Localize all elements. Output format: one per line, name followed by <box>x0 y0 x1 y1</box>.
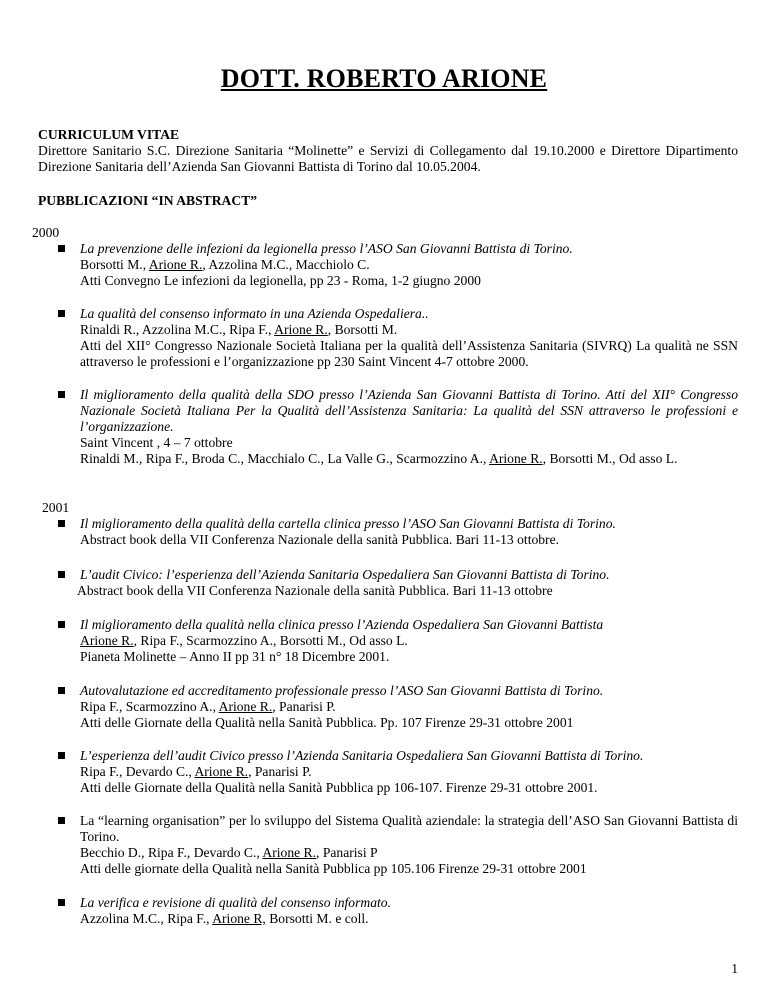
publication-entry <box>58 387 738 467</box>
highlighted-author: Arione R. <box>489 451 543 466</box>
document-title: DOTT. ROBERTO ARIONE <box>220 64 548 93</box>
publication-title: Il miglioramento della qualità della cartella clinica presso l’ASO San Giovanni Battista di Torino. <box>80 516 616 531</box>
bullet-icon <box>58 817 65 824</box>
cv-text: Direttore Sanitario S.C. Direzione Sanitaria “Molinette” e Servizi di Collegamento dal 19.10.2000 e Direttore Dipartimento Direzione Sanitaria dell’Azienda San Giovanni Battista di Torino dal 10.05.2004. <box>38 143 738 174</box>
page-number: 1 <box>731 961 738 976</box>
bullet-icon <box>58 621 65 628</box>
bullet-icon <box>58 571 65 578</box>
cv-heading: CURRICULUM VITAE <box>38 127 180 142</box>
publication-authors: Becchio D., Ripa F., Devardo C., Arione R., Panarisi P <box>80 845 378 860</box>
publication-authors: Ripa F., Scarmozzino A., Arione R., Panarisi P. <box>80 699 336 714</box>
publication-authors: Rinaldi M., Ripa F., Broda C., Macchialo C., La Valle G., Scarmozzino A., Arione R., Borsotti M., Od asso L. <box>80 451 678 466</box>
publication-title: L’esperienza dell’audit Civico presso l’Azienda Sanitaria Ospedaliera San Giovanni Battista di Torino. <box>80 748 644 763</box>
highlighted-author: Arione R. <box>262 845 317 860</box>
publication-title: L’audit Civico: l’esperienza dell’Azienda Sanitaria Ospedaliera San Giovanni Battista di Torino. <box>80 567 610 582</box>
publication-authors: Borsotti M., Arione R., Azzolina M.C., Macchiolo C. <box>80 257 370 272</box>
publication-authors: Arione R., Ripa F., Scarmozzino A., Borsotti M., Od asso L. <box>80 633 408 648</box>
publication-entry <box>58 683 738 731</box>
highlighted-author: Arione R. <box>148 257 203 272</box>
publication-title: La verifica e revisione di qualità del consenso informato. <box>80 895 391 910</box>
bullet-icon <box>58 752 65 759</box>
publication-entry <box>58 617 738 665</box>
year-2000: 2000 <box>32 225 60 240</box>
publication-title: Autovalutazione ed accreditamento professionale presso l’ASO San Giovanni Battista di Torino. <box>80 683 604 698</box>
highlighted-author: Arione R, <box>212 911 266 926</box>
publication-entry <box>58 813 738 877</box>
publication-title: Il miglioramento della qualità nella clinica presso l’Azienda Ospedaliera San Giovanni Battista <box>80 617 604 632</box>
highlighted-author: Arione R. <box>218 699 273 714</box>
highlighted-author: Arione R. <box>274 322 328 337</box>
publication-source: Abstract book della VII Conferenza Nazionale della sanità Pubblica. Bari 11-13 ottobre <box>77 583 553 598</box>
highlighted-author: Arione R. <box>194 764 249 779</box>
publication-authors: Ripa F., Devardo C., Arione R., Panarisi P. <box>80 764 312 779</box>
publication-entry <box>58 567 738 599</box>
publication-title: La qualità del consenso informato in una Azienda Ospedaliera.. <box>80 306 429 321</box>
publication-source: Abstract book della VII Conferenza Nazionale della sanità Pubblica. Bari 11-13 ottobre. <box>80 532 560 547</box>
bullet-icon <box>58 245 65 252</box>
bullet-icon <box>58 687 65 694</box>
publication-entry <box>58 241 738 289</box>
bullet-icon <box>58 899 65 906</box>
bullet-icon <box>58 520 65 527</box>
publication-title: Il miglioramento della qualità della SDO presso l’Azienda San Giovanni Battista di Torino. Atti del XII° Congresso Nazionale Società Italiana Per la Qualità dell’Assistenza Sanitaria: La qualità del SSN attraverso le professioni e l’organizzazione. <box>80 387 738 434</box>
publication-source: Atti del XII° Congresso Nazionale Società Italiana per la qualità dell’Assistenza Sanitaria (SIVRQ) La qualità ne SSN attraverso le professioni e l’organizzazione pp 230 Saint Vincent 4-7 ottobre 2000. <box>80 338 738 369</box>
year-2001: 2001 <box>42 500 70 515</box>
publication-source: Pianeta Molinette – Anno II pp 31 n° 18 Dicembre 2001. <box>80 649 390 664</box>
publication-entry <box>58 516 738 548</box>
publication-source: Atti delle giornate della Qualità nella Sanità Pubblica pp 105.106 Firenze 29-31 ottobre 2001 <box>80 861 587 876</box>
bullet-icon <box>58 391 65 398</box>
bullet-icon <box>58 310 65 317</box>
publication-source: Atti delle Giornate della Qualità nella Sanità Pubblica pp 106-107. Firenze 29-31 ottobre 2001. <box>80 780 598 795</box>
publication-title: La “learning organisation” per lo sviluppo del Sistema Qualità aziendale: la strategia dell’ASO San Giovanni Battista di Torino. <box>80 813 738 844</box>
publication-place: Saint Vincent , 4 – 7 ottobre <box>80 435 233 450</box>
publication-source: Atti Convegno Le infezioni da legionella, pp 23 - Roma, 1-2 giugno 2000 <box>80 273 481 288</box>
publications-heading: PUBBLICAZIONI “IN ABSTRACT” <box>38 193 258 208</box>
publication-entry <box>58 306 738 370</box>
publication-source: Atti delle Giornate della Qualità nella Sanità Pubblica. Pp. 107 Firenze 29-31 ottobre 2001 <box>80 715 574 730</box>
publication-entry <box>58 895 738 927</box>
publication-authors: Azzolina M.C., Ripa F., Arione R, Borsotti M. e coll. <box>80 911 369 926</box>
publication-authors: Rinaldi R., Azzolina M.C., Ripa F., Arione R., Borsotti M. <box>80 322 398 337</box>
publication-title: La prevenzione delle infezioni da legionella presso l’ASO San Giovanni Battista di Torino. <box>80 241 573 256</box>
publication-entry <box>58 748 738 796</box>
highlighted-author: Arione R. <box>80 633 134 648</box>
